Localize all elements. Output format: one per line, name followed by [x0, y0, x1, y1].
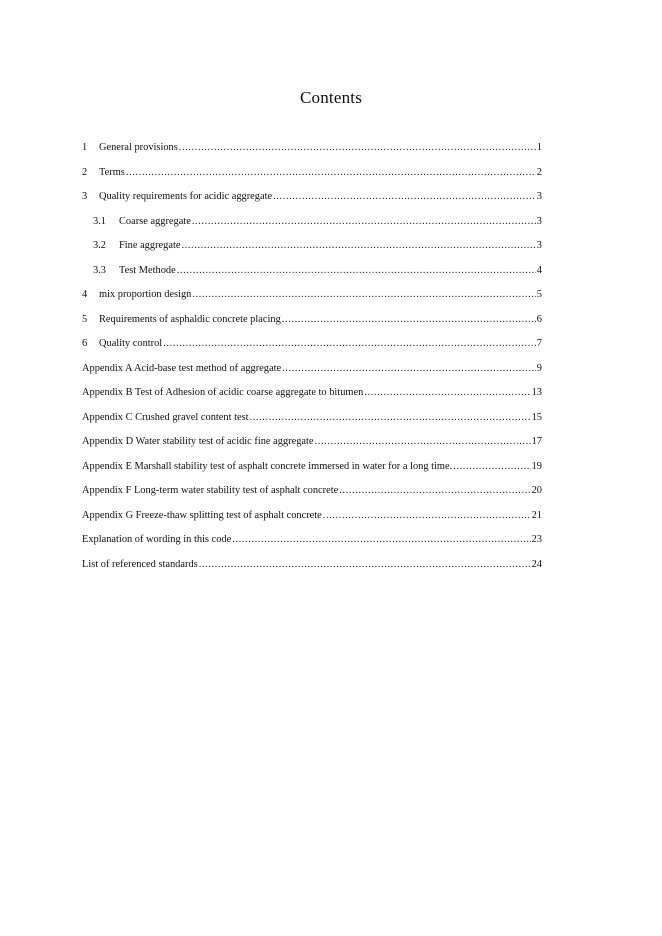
toc-entry[interactable] — [82, 165, 542, 181]
toc-leader-dots — [192, 287, 535, 303]
toc-entry-page: 23 — [531, 534, 542, 545]
toc-entry-page: 4 — [536, 264, 542, 276]
toc-entry-page: 7 — [536, 338, 542, 349]
toc-entry-number: 3.3 — [93, 264, 106, 276]
toc-entry-number: 1 — [82, 142, 88, 153]
toc-entry-page: 3 — [536, 215, 542, 227]
toc-leader-dots — [181, 238, 535, 254]
toc-entry-label: Requirements of asphaldic concrete placing — [99, 313, 281, 325]
toc-entry-number: 4 — [82, 289, 88, 300]
toc-entry-page: 3 — [536, 191, 542, 202]
toc-entry-label: Quality requirements for acidic aggregate — [99, 191, 273, 202]
toc-appendix-entry[interactable] — [82, 557, 542, 573]
toc-entry[interactable] — [82, 189, 542, 205]
toc-entry-label: Explanation of wording in this code — [82, 534, 232, 545]
toc-entry[interactable] — [82, 312, 542, 328]
toc-leader-dots — [323, 508, 531, 524]
toc-entry-page: 13 — [531, 387, 542, 398]
toc-leader-dots — [364, 385, 530, 401]
toc-leader-dots — [282, 312, 536, 328]
page-title: Contents — [299, 88, 363, 107]
toc-appendix-entry[interactable] — [82, 434, 542, 450]
toc-appendix-entry[interactable] — [82, 483, 542, 499]
toc-entry-label: Appendix A Acid-base test method of aggregate — [82, 362, 282, 374]
toc-leader-dots — [126, 165, 536, 181]
toc-leader-dots — [177, 263, 536, 279]
toc-appendix-entry[interactable] — [82, 410, 542, 426]
toc-entry-page: 24 — [531, 558, 542, 570]
toc-appendix-entry[interactable] — [82, 385, 542, 401]
toc-entry-label: Appendix D Water stability test of acidic fine aggregate — [82, 436, 314, 447]
toc-entry-page: 3 — [536, 240, 542, 251]
toc-entry-page: 2 — [536, 166, 542, 178]
toc-appendix-entry[interactable] — [82, 532, 542, 548]
toc-entry-label: Test Methode — [119, 264, 176, 276]
toc-entry-label: List of referenced standards — [82, 558, 198, 570]
toc-entry-number: 6 — [82, 338, 88, 349]
toc-entry-label: mix proportion design — [99, 289, 192, 300]
toc-entry-number: 3 — [82, 191, 88, 202]
toc-appendix-entry[interactable] — [82, 508, 542, 524]
toc-entry-label: Terms — [99, 166, 125, 178]
toc-leader-dots — [163, 336, 536, 352]
toc-entry-label: Fine aggregate — [119, 240, 181, 251]
toc-leader-dots — [315, 434, 531, 450]
toc-subentry[interactable] — [82, 263, 542, 279]
toc-entry-label: Appendix E Marshall stability test of asphalt concrete immersed in water for a long time. — [82, 460, 453, 472]
toc-entry-label: Appendix B Test of Adhesion of acidic coarse aggregate to bitumen — [82, 387, 364, 398]
toc-entry-page: 1 — [536, 142, 542, 153]
toc-entry-page: 17 — [531, 436, 542, 447]
toc-entry[interactable] — [82, 140, 542, 156]
toc-leader-dots — [282, 361, 536, 377]
toc-entry-page: 15 — [531, 411, 542, 423]
toc-leader-dots — [250, 410, 531, 426]
toc-leader-dots — [339, 483, 530, 499]
toc-leader-dots — [232, 532, 530, 548]
toc-entry-page: 19 — [531, 460, 542, 472]
toc-entry-label: Appendix F Long-term water stability test of asphalt concrete — [82, 485, 339, 496]
toc-leader-dots — [453, 459, 530, 475]
toc-entry-page: 21 — [531, 509, 542, 521]
toc-entry-label: Coarse aggregate — [119, 215, 191, 227]
toc-entry-label: Appendix C Crushed gravel content test — [82, 411, 249, 423]
toc-entry-label: Quality control — [99, 338, 163, 349]
toc-entry-number: 5 — [82, 313, 88, 325]
toc-entry-page: 6 — [536, 313, 542, 325]
toc-subentry[interactable] — [82, 238, 542, 254]
toc-entry-page: 20 — [531, 485, 542, 496]
toc-leader-dots — [192, 214, 536, 230]
toc-entry-label: Appendix G Freeze-thaw splitting test of asphalt concrete — [82, 509, 322, 521]
toc-entry-page: 9 — [536, 362, 542, 374]
toc-leader-dots — [179, 140, 536, 156]
toc-appendix-entry[interactable] — [82, 361, 542, 377]
toc-entry[interactable] — [82, 336, 542, 352]
toc-entry-number: 3.2 — [93, 240, 106, 251]
toc-appendix-entry[interactable] — [82, 459, 542, 475]
toc-entry[interactable] — [82, 287, 542, 303]
toc-leader-dots — [199, 557, 531, 573]
toc-entry-label: General provisions — [99, 142, 178, 153]
toc-entry-number: 3.1 — [93, 215, 106, 227]
toc-subentry[interactable] — [82, 214, 542, 230]
toc-entry-number: 2 — [82, 166, 88, 178]
toc-leader-dots — [273, 189, 536, 205]
toc-entry-page: 5 — [536, 289, 542, 300]
